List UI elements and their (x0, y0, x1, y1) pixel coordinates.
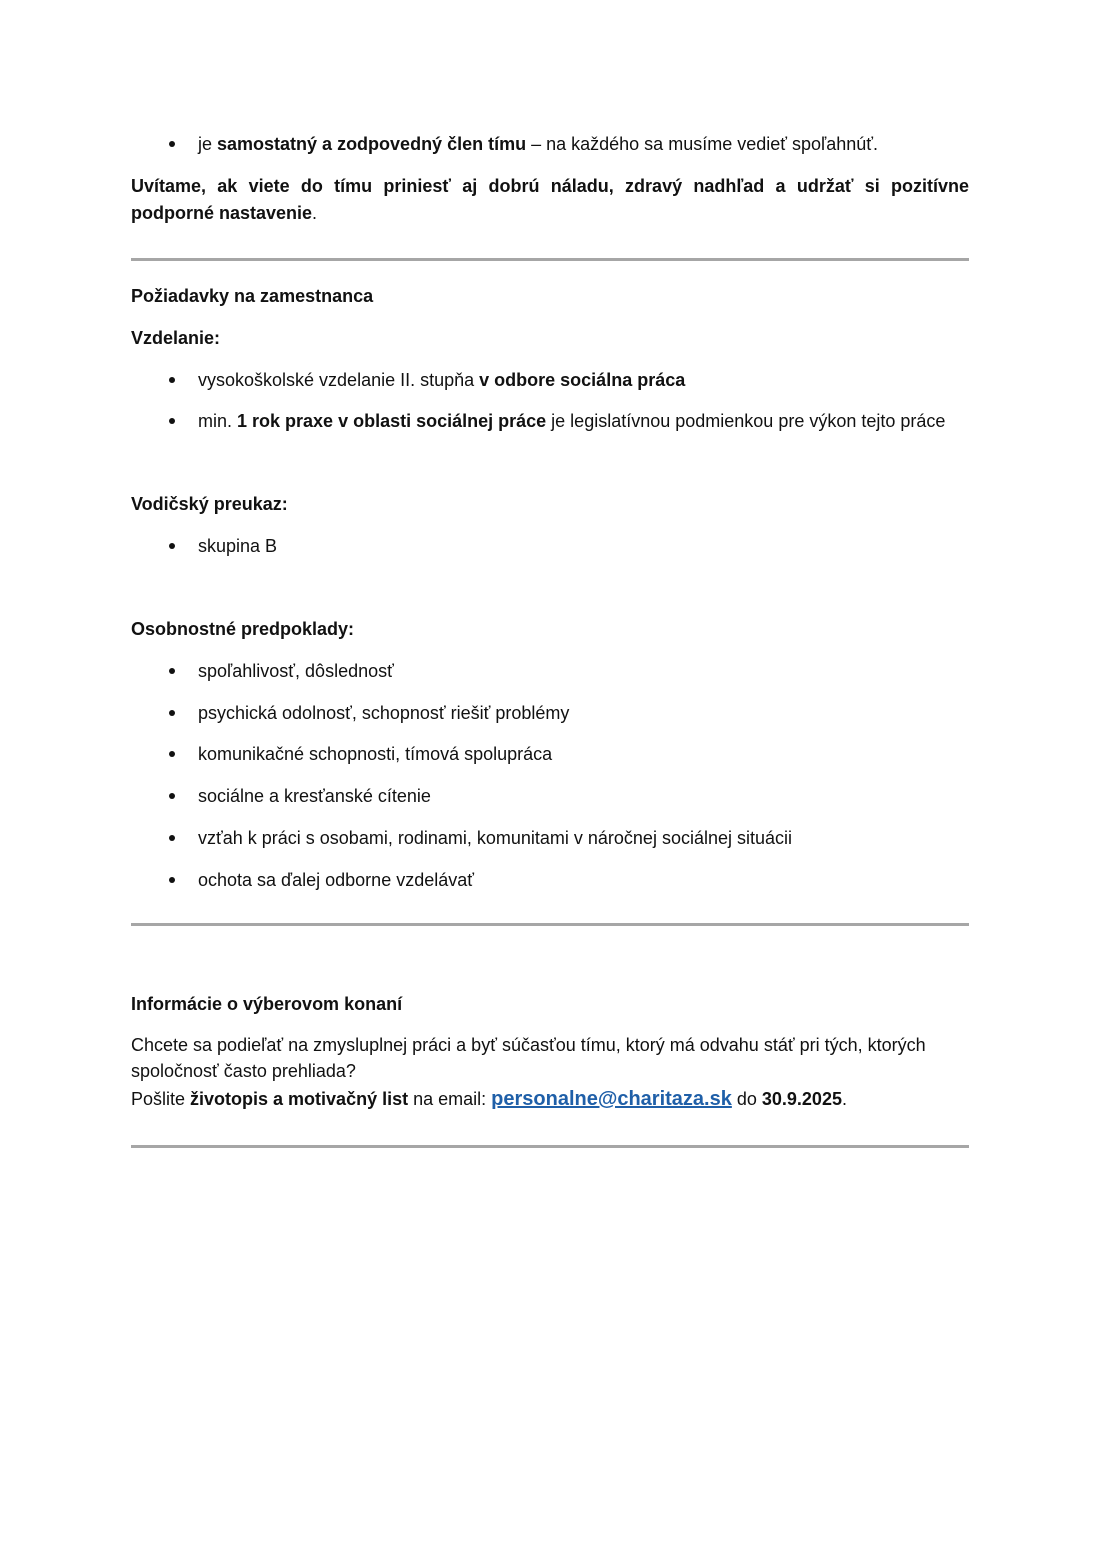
list-item (131, 658, 969, 684)
education-heading: Vzdelanie: (131, 328, 221, 348)
bullet-icon (168, 658, 176, 684)
selection-title: Informácie o výberovom konaní (131, 994, 403, 1014)
bullet-icon (168, 367, 176, 393)
bullet-icon (168, 867, 176, 893)
bullet-icon (168, 533, 176, 559)
list-item-text: min. 1 rok praxe v oblasti sociálnej práce je legislatívnou podmienkou pre výkon tejto práce (198, 411, 946, 431)
selection-send-line: Pošlite životopis a motivačný list na email: personalne@charitaza.sk do 30.9.2025. (131, 1088, 847, 1110)
list-item (131, 408, 969, 434)
list-item (131, 700, 969, 726)
list-item-text: spoľahlivosť, dôslednosť (198, 661, 394, 681)
list-item (131, 741, 969, 767)
bullet-icon (168, 825, 176, 851)
personal-heading: Osobnostné predpoklady: (131, 619, 355, 639)
list-item-text: psychická odolnosť, schopnosť riešiť problémy (198, 703, 570, 723)
email-link[interactable]: personalne@charitaza.sk (491, 1088, 732, 1110)
list-item (131, 367, 969, 393)
bullet-icon (168, 408, 176, 434)
bullet-icon (168, 700, 176, 726)
list-item-text: vysokoškolské vzdelanie II. stupňa v odbore sociálna práca (198, 370, 686, 390)
divider (131, 258, 969, 261)
list-item-text: sociálne a kresťanské cítenie (198, 786, 431, 806)
welcome-paragraph: Uvítame, ak viete do tímu priniesť aj dobrú náladu, zdravý nadhľad a udržať si pozitívne podporné nastavenie. (131, 176, 969, 223)
bullet-icon (168, 131, 176, 157)
list-item (131, 867, 969, 893)
list-item-text: skupina B (198, 536, 278, 556)
list-item (131, 783, 969, 809)
requirements-title: Požiadavky na zamestnanca (131, 286, 374, 306)
list-item-text: komunikačné schopnosti, tímová spolupráca (198, 744, 553, 764)
divider (131, 923, 969, 926)
list-item (131, 825, 969, 851)
list-item-text: ochota sa ďalej odborne vzdelávať (198, 870, 474, 890)
license-heading: Vodičský preukaz: (131, 494, 288, 514)
bullet-icon (168, 741, 176, 767)
list-item-text: je samostatný a zodpovedný člen tímu – na každého sa musíme vedieť spoľahnúť. (198, 134, 879, 154)
divider (131, 1145, 969, 1148)
list-item-text: vzťah k práci s osobami, rodinami, komunitami v náročnej sociálnej situácii (198, 828, 792, 848)
selection-text: Chcete sa podieľať na zmysluplnej práci a byť súčasťou tímu, ktorý má odvahu stáť pri tých, ktorých spoločnosť často prehliada? (131, 1035, 926, 1081)
bullet-icon (168, 783, 176, 809)
list-item (131, 533, 969, 559)
list-item (131, 131, 969, 157)
